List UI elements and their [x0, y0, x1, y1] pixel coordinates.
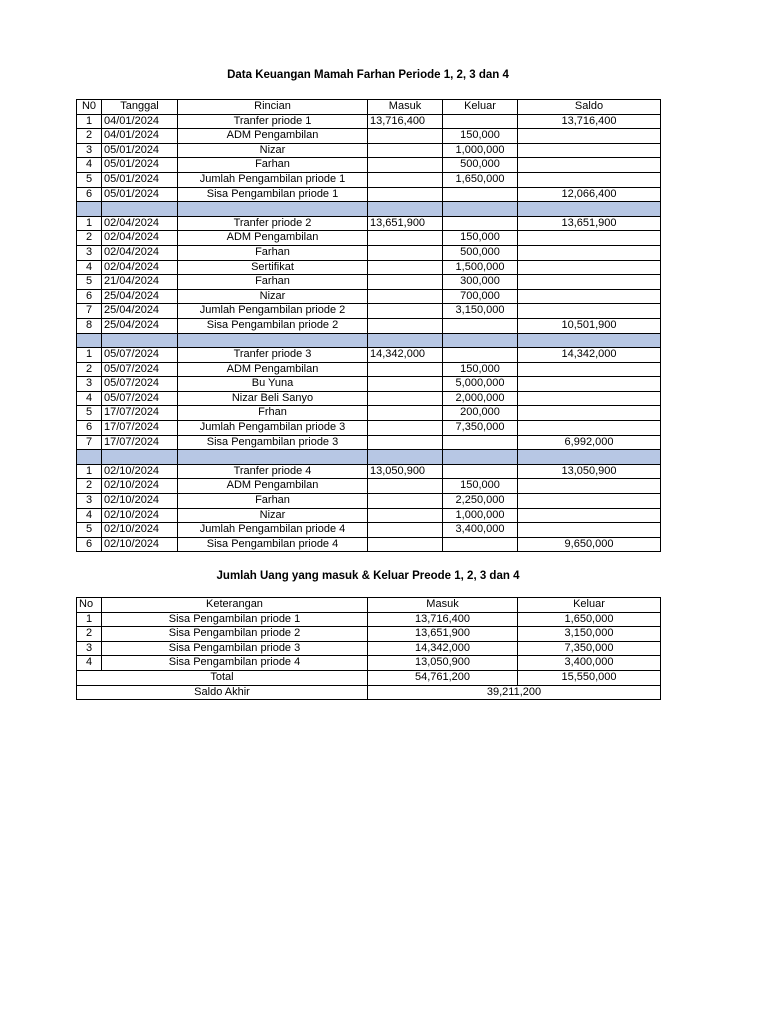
- cell-keluar: 2,000,000: [443, 391, 518, 406]
- cell-rincian: Frhan: [178, 406, 368, 421]
- cell-tanggal: 04/01/2024: [102, 129, 178, 144]
- table-row: [77, 421, 661, 436]
- summary-cell-no: 2: [77, 627, 102, 642]
- cell-masuk: [368, 479, 443, 494]
- cell-no: 3: [77, 143, 102, 158]
- cell-masuk: [368, 143, 443, 158]
- table-row: [77, 260, 661, 275]
- summary-total-row: [77, 670, 661, 685]
- summary-cell-keluar: 3,150,000: [518, 627, 661, 642]
- header-saldo: Saldo: [518, 100, 661, 115]
- cell-saldo: [518, 304, 661, 319]
- cell-rincian: Sisa Pengambilan priode 1: [178, 187, 368, 202]
- cell-no: 2: [77, 231, 102, 246]
- table-row: [77, 627, 661, 642]
- cell-tanggal: 02/10/2024: [102, 523, 178, 538]
- cell-keluar: 150,000: [443, 231, 518, 246]
- cell-masuk: [368, 494, 443, 509]
- cell-no: 4: [77, 260, 102, 275]
- cell-keluar: 200,000: [443, 406, 518, 421]
- cell-tanggal: 17/07/2024: [102, 406, 178, 421]
- table-header-row: [77, 100, 661, 115]
- summary-cell-masuk: 14,342,000: [368, 641, 518, 656]
- table-row: [77, 479, 661, 494]
- summary-table-body: [77, 612, 661, 670]
- cell-masuk: [368, 245, 443, 260]
- cell-masuk: 13,651,900: [368, 216, 443, 231]
- cell-tanggal: 25/04/2024: [102, 289, 178, 304]
- cell-masuk: [368, 275, 443, 290]
- cell-rincian: Tranfer priode 1: [178, 114, 368, 129]
- cell-rincian: Nizar Beli Sanyo: [178, 391, 368, 406]
- separator-cell: [77, 202, 102, 217]
- cell-masuk: [368, 377, 443, 392]
- cell-rincian: Tranfer priode 2: [178, 216, 368, 231]
- separator-cell: [102, 333, 178, 348]
- table-row: [77, 406, 661, 421]
- separator-cell: [368, 333, 443, 348]
- summary-header-keluar: Keluar: [518, 598, 661, 613]
- cell-tanggal: 02/04/2024: [102, 231, 178, 246]
- cell-no: 2: [77, 362, 102, 377]
- cell-masuk: [368, 537, 443, 552]
- cell-rincian: Farhan: [178, 275, 368, 290]
- summary-header-no: No: [77, 598, 102, 613]
- table-row: [77, 641, 661, 656]
- separator-cell: [518, 202, 661, 217]
- cell-no: 4: [77, 391, 102, 406]
- cell-saldo: 13,050,900: [518, 464, 661, 479]
- period-separator: [77, 202, 661, 217]
- cell-rincian: Jumlah Pengambilan priode 2: [178, 304, 368, 319]
- cell-no: 2: [77, 479, 102, 494]
- total-label: Total: [77, 670, 368, 685]
- saldo-akhir-value: 39,211,200: [368, 685, 661, 700]
- summary-cell-keluar: 7,350,000: [518, 641, 661, 656]
- page-title: Data Keuangan Mamah Farhan Periode 1, 2, 3 dan 4: [227, 69, 509, 81]
- cell-no: 5: [77, 172, 102, 187]
- cell-tanggal: 02/10/2024: [102, 464, 178, 479]
- table-row: [77, 377, 661, 392]
- cell-saldo: [518, 158, 661, 173]
- cell-keluar: 150,000: [443, 129, 518, 144]
- cell-rincian: ADM Pengambilan: [178, 362, 368, 377]
- table-row: [77, 231, 661, 246]
- cell-tanggal: 02/10/2024: [102, 479, 178, 494]
- separator-cell: [518, 450, 661, 465]
- cell-keluar: 1,000,000: [443, 143, 518, 158]
- cell-saldo: [518, 172, 661, 187]
- cell-saldo: [518, 362, 661, 377]
- separator-cell: [178, 333, 368, 348]
- total-masuk: 54,761,200: [368, 670, 518, 685]
- cell-tanggal: 21/04/2024: [102, 275, 178, 290]
- saldo-akhir-label: Saldo Akhir: [77, 685, 368, 700]
- cell-no: 4: [77, 508, 102, 523]
- cell-no: 1: [77, 114, 102, 129]
- cell-keluar: 3,400,000: [443, 523, 518, 538]
- table-row: [77, 464, 661, 479]
- cell-tanggal: 02/04/2024: [102, 245, 178, 260]
- cell-keluar: [443, 435, 518, 450]
- cell-no: 7: [77, 304, 102, 319]
- summary-cell-masuk: 13,651,900: [368, 627, 518, 642]
- cell-no: 6: [77, 187, 102, 202]
- cell-no: 1: [77, 216, 102, 231]
- separator-cell: [77, 450, 102, 465]
- separator-cell: [443, 450, 518, 465]
- cell-tanggal: 05/01/2024: [102, 187, 178, 202]
- cell-tanggal: 05/07/2024: [102, 377, 178, 392]
- cell-no: 5: [77, 406, 102, 421]
- cell-masuk: 14,342,000: [368, 348, 443, 363]
- cell-keluar: 150,000: [443, 479, 518, 494]
- header-keluar: Keluar: [443, 100, 518, 115]
- table-row: [77, 129, 661, 144]
- cell-rincian: ADM Pengambilan: [178, 129, 368, 144]
- finance-table-body: [77, 114, 661, 552]
- summary-cell-keterangan: Sisa Pengambilan priode 2: [102, 627, 368, 642]
- cell-keluar: [443, 114, 518, 129]
- finance-table: [76, 99, 661, 552]
- cell-masuk: [368, 260, 443, 275]
- table-row: [77, 143, 661, 158]
- summary-title: Jumlah Uang yang masuk & Keluar Preode 1, 2, 3 dan 4: [216, 570, 520, 582]
- cell-saldo: [518, 245, 661, 260]
- period-separator: [77, 450, 661, 465]
- total-keluar: 15,550,000: [518, 670, 661, 685]
- separator-cell: [178, 450, 368, 465]
- cell-rincian: Tranfer priode 3: [178, 348, 368, 363]
- cell-saldo: [518, 377, 661, 392]
- table-row: [77, 612, 661, 627]
- cell-masuk: [368, 129, 443, 144]
- cell-no: 1: [77, 348, 102, 363]
- header-tanggal: Tanggal: [102, 100, 178, 115]
- cell-rincian: Sisa Pengambilan priode 3: [178, 435, 368, 450]
- cell-no: 5: [77, 523, 102, 538]
- cell-no: 5: [77, 275, 102, 290]
- cell-rincian: Nizar: [178, 508, 368, 523]
- cell-rincian: Tranfer priode 4: [178, 464, 368, 479]
- cell-no: 1: [77, 464, 102, 479]
- cell-rincian: Farhan: [178, 158, 368, 173]
- cell-keluar: [443, 464, 518, 479]
- summary-cell-keterangan: Sisa Pengambilan priode 1: [102, 612, 368, 627]
- summary-cell-keluar: 1,650,000: [518, 612, 661, 627]
- cell-no: 6: [77, 421, 102, 436]
- cell-saldo: 10,501,900: [518, 318, 661, 333]
- cell-saldo: [518, 143, 661, 158]
- cell-saldo: [518, 421, 661, 436]
- cell-no: 3: [77, 245, 102, 260]
- cell-masuk: 13,716,400: [368, 114, 443, 129]
- cell-tanggal: 02/10/2024: [102, 508, 178, 523]
- table-row: [77, 318, 661, 333]
- summary-cell-no: 1: [77, 612, 102, 627]
- cell-tanggal: 25/04/2024: [102, 304, 178, 319]
- cell-masuk: [368, 421, 443, 436]
- cell-saldo: [518, 523, 661, 538]
- cell-saldo: [518, 391, 661, 406]
- cell-tanggal: 05/07/2024: [102, 362, 178, 377]
- cell-masuk: [368, 231, 443, 246]
- separator-cell: [368, 450, 443, 465]
- cell-masuk: [368, 435, 443, 450]
- summary-cell-masuk: 13,716,400: [368, 612, 518, 627]
- cell-keluar: 2,250,000: [443, 494, 518, 509]
- cell-rincian: Jumlah Pengambilan priode 1: [178, 172, 368, 187]
- cell-no: 7: [77, 435, 102, 450]
- cell-keluar: 1,650,000: [443, 172, 518, 187]
- cell-masuk: [368, 187, 443, 202]
- summary-cell-no: 4: [77, 656, 102, 671]
- table-row: [77, 275, 661, 290]
- separator-cell: [368, 202, 443, 217]
- table-row: [77, 523, 661, 538]
- cell-saldo: [518, 231, 661, 246]
- cell-tanggal: 04/01/2024: [102, 114, 178, 129]
- cell-no: 3: [77, 494, 102, 509]
- cell-keluar: 150,000: [443, 362, 518, 377]
- cell-keluar: 1,000,000: [443, 508, 518, 523]
- cell-rincian: Sisa Pengambilan priode 2: [178, 318, 368, 333]
- cell-rincian: Bu Yuna: [178, 377, 368, 392]
- header-no: N0: [77, 100, 102, 115]
- cell-keluar: [443, 318, 518, 333]
- header-rincian: Rincian: [178, 100, 368, 115]
- table-row: [77, 537, 661, 552]
- cell-saldo: 13,651,900: [518, 216, 661, 231]
- cell-tanggal: 02/04/2024: [102, 260, 178, 275]
- table-row: [77, 172, 661, 187]
- table-row: [77, 656, 661, 671]
- cell-rincian: ADM Pengambilan: [178, 479, 368, 494]
- table-row: [77, 187, 661, 202]
- cell-keluar: [443, 216, 518, 231]
- cell-masuk: [368, 362, 443, 377]
- cell-no: 2: [77, 129, 102, 144]
- table-row: [77, 435, 661, 450]
- cell-keluar: [443, 537, 518, 552]
- cell-rincian: Sisa Pengambilan priode 4: [178, 537, 368, 552]
- separator-cell: [102, 450, 178, 465]
- cell-tanggal: 05/01/2024: [102, 143, 178, 158]
- cell-saldo: 13,716,400: [518, 114, 661, 129]
- cell-rincian: Nizar: [178, 289, 368, 304]
- separator-cell: [102, 202, 178, 217]
- cell-masuk: [368, 304, 443, 319]
- cell-masuk: [368, 406, 443, 421]
- cell-rincian: ADM Pengambilan: [178, 231, 368, 246]
- cell-tanggal: 25/04/2024: [102, 318, 178, 333]
- cell-saldo: 12,066,400: [518, 187, 661, 202]
- cell-keluar: 300,000: [443, 275, 518, 290]
- cell-no: 6: [77, 289, 102, 304]
- cell-masuk: [368, 508, 443, 523]
- cell-masuk: 13,050,900: [368, 464, 443, 479]
- saldo-akhir-row: [77, 685, 661, 700]
- cell-keluar: [443, 348, 518, 363]
- cell-keluar: 1,500,000: [443, 260, 518, 275]
- cell-saldo: [518, 479, 661, 494]
- cell-rincian: Jumlah Pengambilan priode 3: [178, 421, 368, 436]
- cell-rincian: Nizar: [178, 143, 368, 158]
- cell-saldo: [518, 494, 661, 509]
- cell-tanggal: 02/04/2024: [102, 216, 178, 231]
- cell-saldo: [518, 260, 661, 275]
- table-row: [77, 348, 661, 363]
- cell-keluar: 700,000: [443, 289, 518, 304]
- cell-tanggal: 02/10/2024: [102, 537, 178, 552]
- cell-masuk: [368, 318, 443, 333]
- cell-saldo: 14,342,000: [518, 348, 661, 363]
- summary-cell-keluar: 3,400,000: [518, 656, 661, 671]
- cell-masuk: [368, 391, 443, 406]
- cell-saldo: [518, 406, 661, 421]
- table-row: [77, 245, 661, 260]
- cell-keluar: 500,000: [443, 245, 518, 260]
- summary-header-row: [77, 598, 661, 613]
- cell-saldo: 6,992,000: [518, 435, 661, 450]
- cell-rincian: Farhan: [178, 494, 368, 509]
- separator-cell: [77, 333, 102, 348]
- cell-keluar: 7,350,000: [443, 421, 518, 436]
- table-row: [77, 158, 661, 173]
- summary-table: [76, 597, 661, 700]
- cell-keluar: [443, 187, 518, 202]
- table-row: [77, 494, 661, 509]
- cell-masuk: [368, 523, 443, 538]
- table-row: [77, 508, 661, 523]
- cell-keluar: 500,000: [443, 158, 518, 173]
- summary-header-masuk: Masuk: [368, 598, 518, 613]
- summary-cell-masuk: 13,050,900: [368, 656, 518, 671]
- cell-tanggal: 17/07/2024: [102, 435, 178, 450]
- cell-no: 6: [77, 537, 102, 552]
- cell-keluar: 3,150,000: [443, 304, 518, 319]
- cell-saldo: [518, 289, 661, 304]
- table-row: [77, 391, 661, 406]
- table-row: [77, 289, 661, 304]
- summary-cell-no: 3: [77, 641, 102, 656]
- separator-cell: [518, 333, 661, 348]
- table-row: [77, 362, 661, 377]
- table-row: [77, 216, 661, 231]
- cell-tanggal: 05/07/2024: [102, 391, 178, 406]
- period-separator: [77, 333, 661, 348]
- cell-no: 3: [77, 377, 102, 392]
- table-row: [77, 304, 661, 319]
- cell-masuk: [368, 172, 443, 187]
- cell-no: 4: [77, 158, 102, 173]
- summary-cell-keterangan: Sisa Pengambilan priode 4: [102, 656, 368, 671]
- cell-saldo: 9,650,000: [518, 537, 661, 552]
- cell-no: 8: [77, 318, 102, 333]
- cell-tanggal: 05/01/2024: [102, 158, 178, 173]
- cell-tanggal: 17/07/2024: [102, 421, 178, 436]
- separator-cell: [443, 202, 518, 217]
- cell-tanggal: 05/07/2024: [102, 348, 178, 363]
- cell-rincian: Farhan: [178, 245, 368, 260]
- cell-saldo: [518, 508, 661, 523]
- header-masuk: Masuk: [368, 100, 443, 115]
- cell-tanggal: 05/01/2024: [102, 172, 178, 187]
- cell-rincian: Sertifikat: [178, 260, 368, 275]
- cell-masuk: [368, 289, 443, 304]
- cell-keluar: 5,000,000: [443, 377, 518, 392]
- cell-saldo: [518, 275, 661, 290]
- separator-cell: [443, 333, 518, 348]
- cell-saldo: [518, 129, 661, 144]
- table-row: [77, 114, 661, 129]
- cell-rincian: Jumlah Pengambilan priode 4: [178, 523, 368, 538]
- summary-cell-keterangan: Sisa Pengambilan priode 3: [102, 641, 368, 656]
- separator-cell: [178, 202, 368, 217]
- summary-header-keterangan: Keterangan: [102, 598, 368, 613]
- cell-tanggal: 02/10/2024: [102, 494, 178, 509]
- cell-masuk: [368, 158, 443, 173]
